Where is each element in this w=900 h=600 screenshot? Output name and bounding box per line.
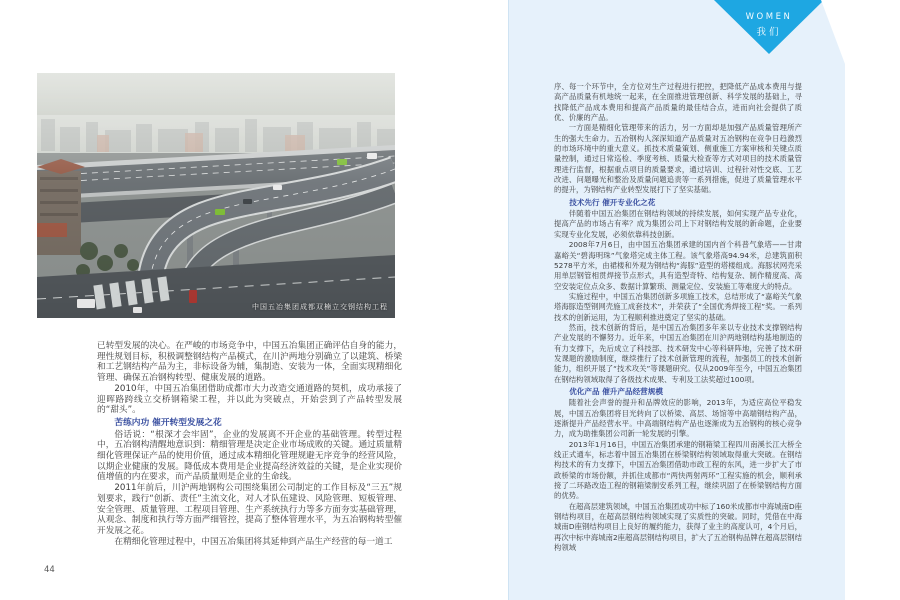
body-paragraph: 俗话说：“根深才会牢固”，企业的发展离不开企业的基础管理。转型过程中，五冶钢构清醒地意识到：精细管理是决定企业市场成败的关键。通过质量精细化管理保证产品的使用价值，通过成本精细化管理规避无序竞争的经营风险，以期企业健康的发展。降低成本费用是企业提高经济效益的关键，是企业实现价值增值的内在要求，而产品质量则是企业的生命线。	[97, 429, 402, 483]
body-paragraph: 随着社会声誉的提升和品牌效应的影响，2013年，为适应高位平稳发展，中国五冶集团将目光转向了以桥梁、高层、场馆等中高端钢结构产品，逐渐提升产品经营水平。中高端钢结构产品也逐渐成为五冶钢构的核心竞争力，成为助推集团公司新一轮发展的引擎。	[554, 398, 802, 439]
page-number: 44	[44, 565, 55, 575]
badge-text-en: WOMEN	[745, 12, 793, 22]
body-paragraph: 已转型发展的决心。在严峻的市场竞争中，中国五冶集团正确评估自身的能力，理性规划目标，积极调整钢结构产品模式，在川沪两地分别确立了以建筑、桥梁和工艺钢结构产品为主，非标设备为辅，集制造、安装为一体，全面实现精细化管理、确保五冶钢构转型、健康发展的道路。	[97, 341, 402, 384]
body-paragraph: 序、每一个环节中，全方位对生产过程进行把控，把降低产品成本费用与提高产品质量有机地统一起来，在全面推进管理创新、科学发展的基础上，寻找降低产品成本费用和提高产品质量的最佳结合点，进而向社会提供了质优、价廉的产品。	[554, 82, 802, 123]
right-text-column	[554, 82, 802, 553]
body-paragraph: 伴随着中国五冶集团在钢结构领域的持续发展，如何实现产品专业化，提高产品的市场占有率？成为集团公司上下对钢结构发展的新命题，企业要实现专业化发展，必须依靠科技创新。	[554, 209, 802, 239]
section-heading: 优化产品 催升产品经营规模	[569, 386, 663, 396]
body-paragraph: 2010年，中国五冶集团借助成都市大力改造交通道路的契机，成功承接了迎晖路跨线立交桥钢箱梁工程，并以此为突破点，开始尝到了产品转型发展的“甜头”。	[97, 383, 402, 416]
corner-wedge	[821, 0, 845, 64]
body-paragraph: 2008年7月6日，由中国五冶集团承建的国内首个科普气象塔——甘肃嘉峪关“碧海明珠”气象塔完成主体工程。该气象塔高94.94米，总建筑面积5278平方米，由裙楼和外观为钢结构“海豚”造型的塔楼组成。海豚状网壳采用单层钢管相贯焊接节点形式，具有造型奇特、结构复杂、制作精度高、高空安装定位点众多、数据计算繁琐、测量定位、安装施工等难度大的特点。	[554, 240, 802, 291]
section-heading: 苦练内功 催开转型发展之花	[114, 417, 222, 428]
interchange-photo-art	[37, 73, 395, 318]
right-page	[508, 0, 845, 600]
body-paragraph: 在超高层建筑领域，中国五冶集团成功中标了160米成都市中海城南D座钢结构项目，在超高层钢结构领域实现了实质性的突破。同时，凭借在中海城南D座钢结构项目上良好的履约能力，获得了业主的高度认可，4个月后，再次中标中海城南2座超高层钢结构项目，扩大了五冶钢构品牌在超高层钢结构领域	[554, 501, 802, 553]
body-paragraph: 一方面是精细化管理带来的活力，另一方面却是加强产品质量管理所产生的强大生命力。五冶钢构人深深知道产品质量对五冶钢构在竞争日趋激烈的市场环境中的重大意义。抓技术质量策划、侧重施工方案审核和关键点质量控制，通过日常巡检、季度考核、质量大检查等方式对项目的技术质量管理进行监督，根据重点项目的质量要求，通过培训、过程针对性交底、工艺改进、问题曝光和整治及质量问题追责等一系列措施，促进了质量管理水平的提升，为钢结构产业转型发展打下了坚实基础。	[554, 123, 802, 195]
badge-text-cn: 我们	[756, 27, 782, 38]
section-heading: 技术先行 催开专业化之花	[569, 197, 656, 207]
body-paragraph: 实施过程中，中国五冶集团创新多项施工技术，总结形成了“嘉峪关气象塔海豚造型钢网壳施工成套技术”，并荣获了“全国优秀焊接工程”奖。一系列技术的创新运用，为工程顺利推进奠定了坚实的基础。	[554, 291, 802, 322]
interchange-photo	[37, 73, 395, 318]
photo-caption: 中国五冶集团成都双楠立交钢结构工程	[252, 303, 388, 311]
body-paragraph: 然而，技术创新的背后，是中国五冶集团多年来以专业技术支撑钢结构产业发展的不懈努力。近年来，中国五冶集团在川沪两地钢结构基地制造的有力支撑下，先后成立了科技部、技术研发中心等科研阵地，完善了技术研发课题的激励制度，继续推行了技术创新管理的流程，加强员工的技术创新能力，组织开展了“技术攻关”等课题研究。仅从2009年至今，中国五冶集团在钢结构领域取得了各级技术成果、专利及工法奖超过100项。	[554, 322, 802, 384]
body-paragraph: 在精细化管理过程中，中国五冶集团将其延伸到产品生产经营的每一道工	[114, 536, 393, 547]
left-text-column	[97, 341, 402, 547]
body-paragraph: 2013年1月16日，中国五冶集团承建的钢箱梁工程四川南溪长江大桥全线正式通车，标志着中国五冶集团在桥梁钢结构领域取得重大突破。在钢结构技术的有力支撑下，中国五冶集团借助市政工程的东风，进一步扩大了市政桥梁的市场份额，并抓住成都市“两快两射两环”工程实施的机会，顺利承接了二环路改造工程的钢箱梁制安系列工程，继续巩固了在桥梁钢结构方面的优势。	[554, 439, 802, 501]
body-paragraph: 2011年前后，川沪两地钢构公司围绕集团公司制定的工作目标及“三五”规划要求，践行“创新、责任”主流文化，对人才队伍建设、风险管理、短板管理、安全管理、质量管理、工程项目管理、生产系统执行力等多方面夯实基础管理，从观念、制度和执行等方面严细管控，提高了整体管理水平，为五冶钢构转型催开发展之花。	[97, 483, 402, 536]
women-corner-badge	[714, 0, 824, 54]
